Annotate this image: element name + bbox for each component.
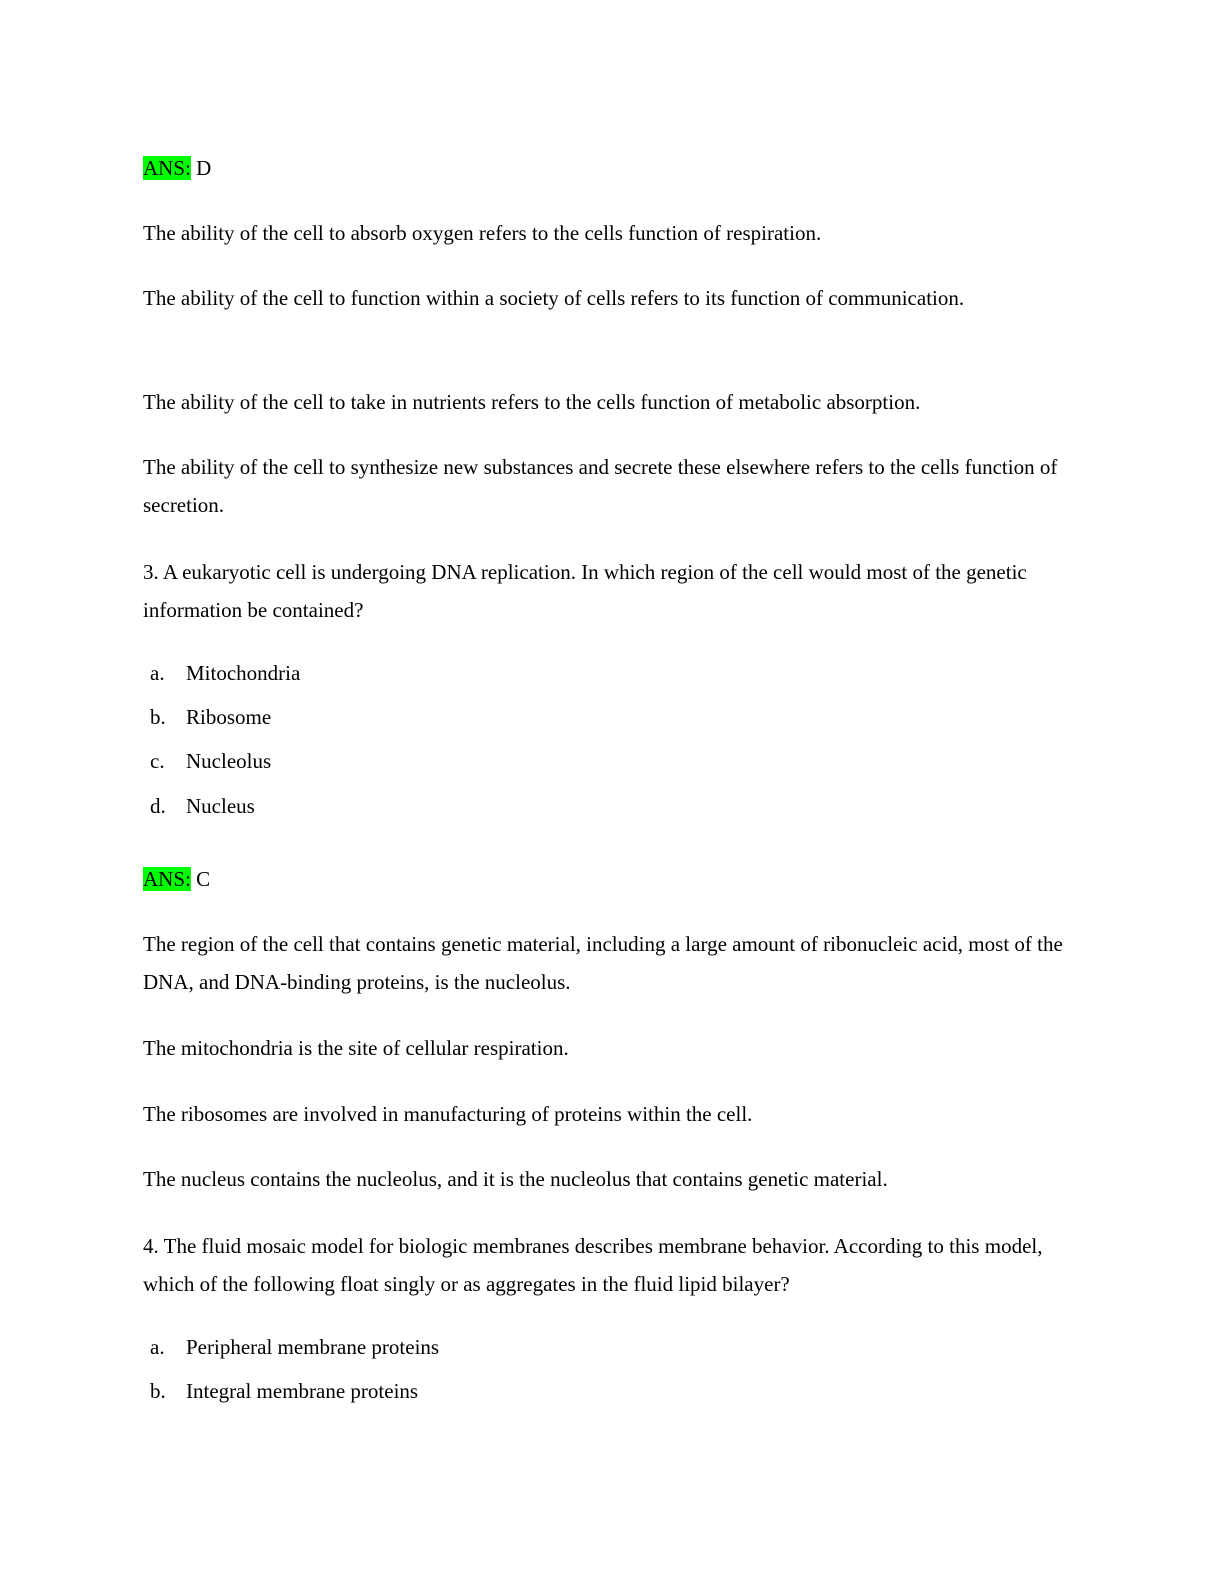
rationale-paragraph: The ability of the cell to function within a society of cells refers to its function of communication. [143,286,965,310]
option-text: Nucleus [186,794,255,818]
option-letter: b. [150,1379,166,1403]
option-letter: b. [150,705,166,729]
option-item [150,749,271,773]
rationale-paragraph: The region of the cell that contains genetic material, including a large amount of ribonucleic acid, most of the DNA, and DNA-binding proteins, is the nucleolus. [143,932,1063,994]
option-item [150,705,271,729]
answer-letter: C [196,867,211,891]
option-text: Integral membrane proteins [186,1379,419,1403]
rationale-paragraph: The ability of the cell to absorb oxygen refers to the cells function of respiration. [143,221,822,245]
answer-label: ANS: [143,867,191,891]
answer-line-q3 [143,860,1083,898]
question-text-q3: 3. A eukaryotic cell is undergoing DNA replication. In which region of the cell would most of the genetic information be contained? [143,560,1027,622]
option-text: Nucleolus [186,749,272,773]
option-item [150,1335,439,1359]
rationale-paragraph: The ability of the cell to synthesize new substances and secrete these elsewhere refers to the cells function of secretion. [143,455,1058,517]
answer-label: ANS: [143,156,191,180]
option-letter: a. [150,1335,165,1359]
option-text: Ribosome [186,705,272,729]
option-item [150,661,300,685]
option-letter: d. [150,794,166,818]
answer-line-q2 [143,149,1083,187]
option-letter: a. [150,661,165,685]
question-text-q4: 4. The fluid mosaic model for biologic membranes describes membrane behavior. According to this model, which of the following float singly or as aggregates in the fluid lipid bilayer? [143,1234,1043,1296]
rationale-paragraph: The mitochondria is the site of cellular respiration. [143,1036,569,1060]
option-item [150,794,255,818]
answer-letter: D [196,156,212,180]
option-text: Mitochondria [186,661,301,685]
option-item [150,1379,418,1403]
option-letter: c. [150,749,165,773]
rationale-paragraph: The nucleus contains the nucleolus, and it is the nucleolus that contains genetic material. [143,1167,888,1191]
rationale-paragraph: The ribosomes are involved in manufacturing of proteins within the cell. [143,1102,753,1126]
option-text: Peripheral membrane proteins [186,1335,440,1359]
rationale-paragraph: The ability of the cell to take in nutrients refers to the cells function of metabolic absorption. [143,390,921,414]
